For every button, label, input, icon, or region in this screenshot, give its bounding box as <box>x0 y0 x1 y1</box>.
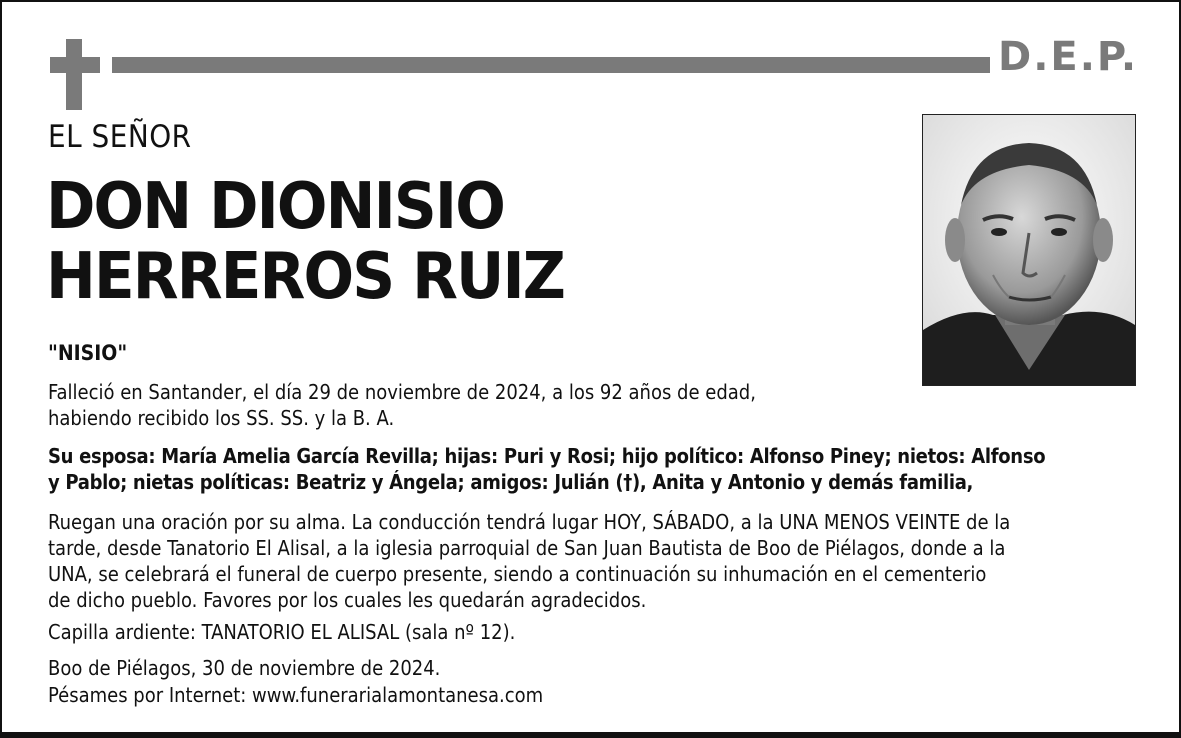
nickname: "NISIO" <box>48 341 128 365</box>
funeral-line: de dicho pueblo. Favores por los cuales les quedarán agradecidos. <box>48 588 647 612</box>
place-date: Boo de Piélagos, 30 de noviembre de 2024. <box>48 656 441 680</box>
death-notice <box>48 379 756 431</box>
deceased-name <box>46 172 564 312</box>
family-line: Su esposa: María Amelia García Revilla; hijas: Puri y Rosi; hijo político: Alfonso Piney; nietos: Alfonso <box>48 444 1046 468</box>
condolences-web: Pésames por Internet: www.funerarialamontanesa.com <box>48 683 544 707</box>
family-list <box>48 443 1045 495</box>
honorific: EL SEÑOR <box>48 119 192 155</box>
portrait-image <box>923 115 1135 385</box>
dep-label: D.E.P. <box>998 34 1139 80</box>
funeral-line: tarde, desde Tanatorio El Alisal, a la iglesia parroquial de San Juan Bautista de Boo de Piélagos, donde a la <box>48 536 1006 560</box>
death-line: Falleció en Santander, el día 29 de noviembre de 2024, a los 92 años de edad, <box>48 380 756 404</box>
family-line: y Pablo; nietas políticas: Beatriz y Ángela; amigos: Julián (†), Anita y Antonio y demás familia, <box>48 470 974 494</box>
name-line-2: HERREROS RUIZ <box>46 240 565 314</box>
cross-icon <box>66 39 82 110</box>
header-rule <box>112 57 990 73</box>
funeral-details <box>48 509 1010 613</box>
name-line-1: DON DIONISIO <box>46 170 504 244</box>
portrait-photo <box>922 114 1136 386</box>
funeral-line: Ruegan una oración por su alma. La conducción tendrá lugar HOY, SÁBADO, a la UNA MENOS VEINTE de la <box>48 510 1011 534</box>
funeral-line: UNA, se celebrará el funeral de cuerpo presente, siendo a continuación su inhumación en el cementerio <box>48 562 987 586</box>
cross-icon-bar <box>50 57 100 73</box>
death-line: habiendo recibido los SS. SS. y la B. A. <box>48 406 395 430</box>
chapel-info: Capilla ardiente: TANATORIO EL ALISAL (sala nº 12). <box>48 620 516 644</box>
